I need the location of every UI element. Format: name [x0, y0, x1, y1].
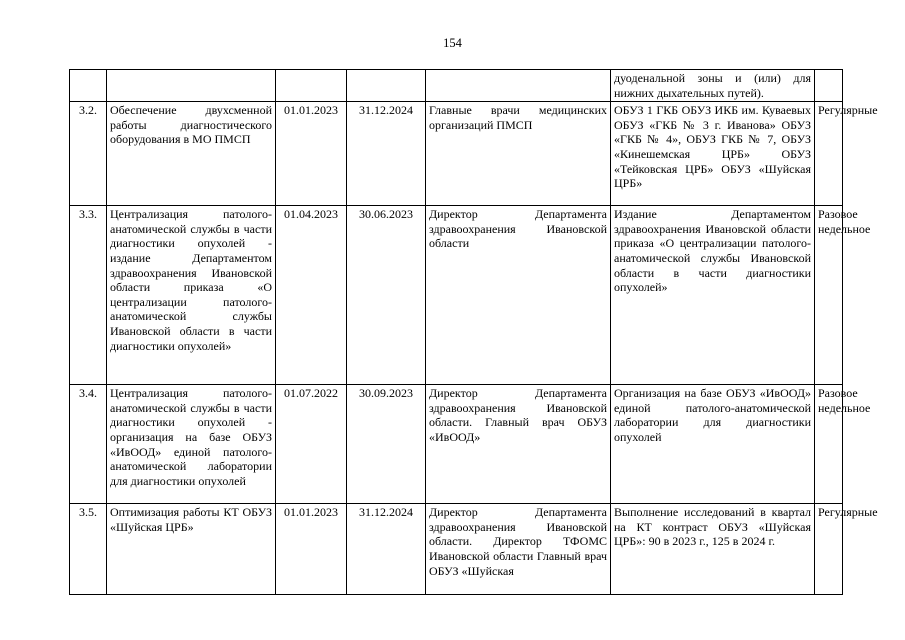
result-cell: ОБУЗ 1 ГКБ ОБУЗ ИКБ им. Куваевых ОБУЗ «ГКБ № 3 г. Иванова» ОБУЗ «ГКБ № 4», ОБУЗ ГКБ № 7, ОБУЗ «Кинешемская ЦРБ» ОБУЗ «Тейковская ЦРБ» ОБУЗ «Шуйская ЦРБ» [611, 102, 815, 206]
end-date: 30.09.2023 [347, 385, 426, 504]
end-date: 31.12.2024 [347, 504, 426, 595]
start-date: 01.01.2023 [276, 504, 347, 595]
event-cell [107, 70, 276, 102]
event-cell: Централизация патолого-анатомической службы в части диагностики опухолей - организация на базе ОБУЗ «ИвООД» единой патолого-анатомической лаборатории для диагностики опухолей [107, 385, 276, 504]
row-number [70, 70, 107, 102]
end-date: 31.12.2024 [347, 102, 426, 206]
event-cell: Оптимизация работы КТ ОБУЗ «Шуйская ЦРБ» [107, 504, 276, 595]
table-row [70, 102, 843, 206]
responsible-cell: Главные врачи медицинских организаций ПМСП [426, 102, 611, 206]
event-cell: Обеспечение двухсменной работы диагностического оборудования в МО ПМСП [107, 102, 276, 206]
table-row [70, 385, 843, 504]
start-date: 01.07.2022 [276, 385, 347, 504]
result-cell: дуоденальной зоны и (или) для нижних дыхательных путей). [611, 70, 815, 102]
frequency-cell: Регулярные [815, 504, 843, 595]
start-date [276, 70, 347, 102]
frequency-cell [815, 70, 843, 102]
start-date: 01.01.2023 [276, 102, 347, 206]
row-number: 3.5. [70, 504, 107, 595]
table-row [70, 70, 843, 102]
plan-table [69, 69, 878, 595]
result-cell: Организация на базе ОБУЗ «ИвООД» единой патолого-анатомической лаборатории для диагностики опухолей [611, 385, 815, 504]
responsible-cell: Директор Департамента здравоохранения Ивановской области [426, 206, 611, 385]
row-number: 3.2. [70, 102, 107, 206]
frequency-cell: Разовое недельное [815, 385, 843, 504]
page-number: 154 [443, 36, 462, 50]
frequency-cell: Регулярные [815, 102, 843, 206]
result-cell: Издание Департаментом здравоохранения Ивановской области приказа «О централизации патолого-анатомической службы Ивановской области в части диагностики опухолей» [611, 206, 815, 385]
responsible-cell: Директор Департамента здравоохранения Ивановской области. Главный врач ОБУЗ «ИвООД» [426, 385, 611, 504]
frequency-cell: Разовое недельное [815, 206, 843, 385]
result-cell: Выполнение исследований в квартал на КТ контраст ОБУЗ «Шуйская ЦРБ»: 90 в 2023 г., 125 в 2024 г. [611, 504, 815, 595]
end-date: 30.06.2023 [347, 206, 426, 385]
responsible-cell: Директор Департамента здравоохранения Ивановской области. Директор ТФОМС Ивановской области Главный врач ОБУЗ «Шуйская [426, 504, 611, 595]
responsible-cell [426, 70, 611, 102]
table-row [70, 504, 843, 595]
end-date [347, 70, 426, 102]
event-cell: Централизация патолого-анатомической службы в части диагностики опухолей - издание Департаментом здравоохранения Ивановской области приказа «О централизации патолого-анатомической службы Ивановской области в части диагностики опухолей» [107, 206, 276, 385]
row-number: 3.4. [70, 385, 107, 504]
table-row [70, 206, 843, 385]
start-date: 01.04.2023 [276, 206, 347, 385]
row-number: 3.3. [70, 206, 107, 385]
